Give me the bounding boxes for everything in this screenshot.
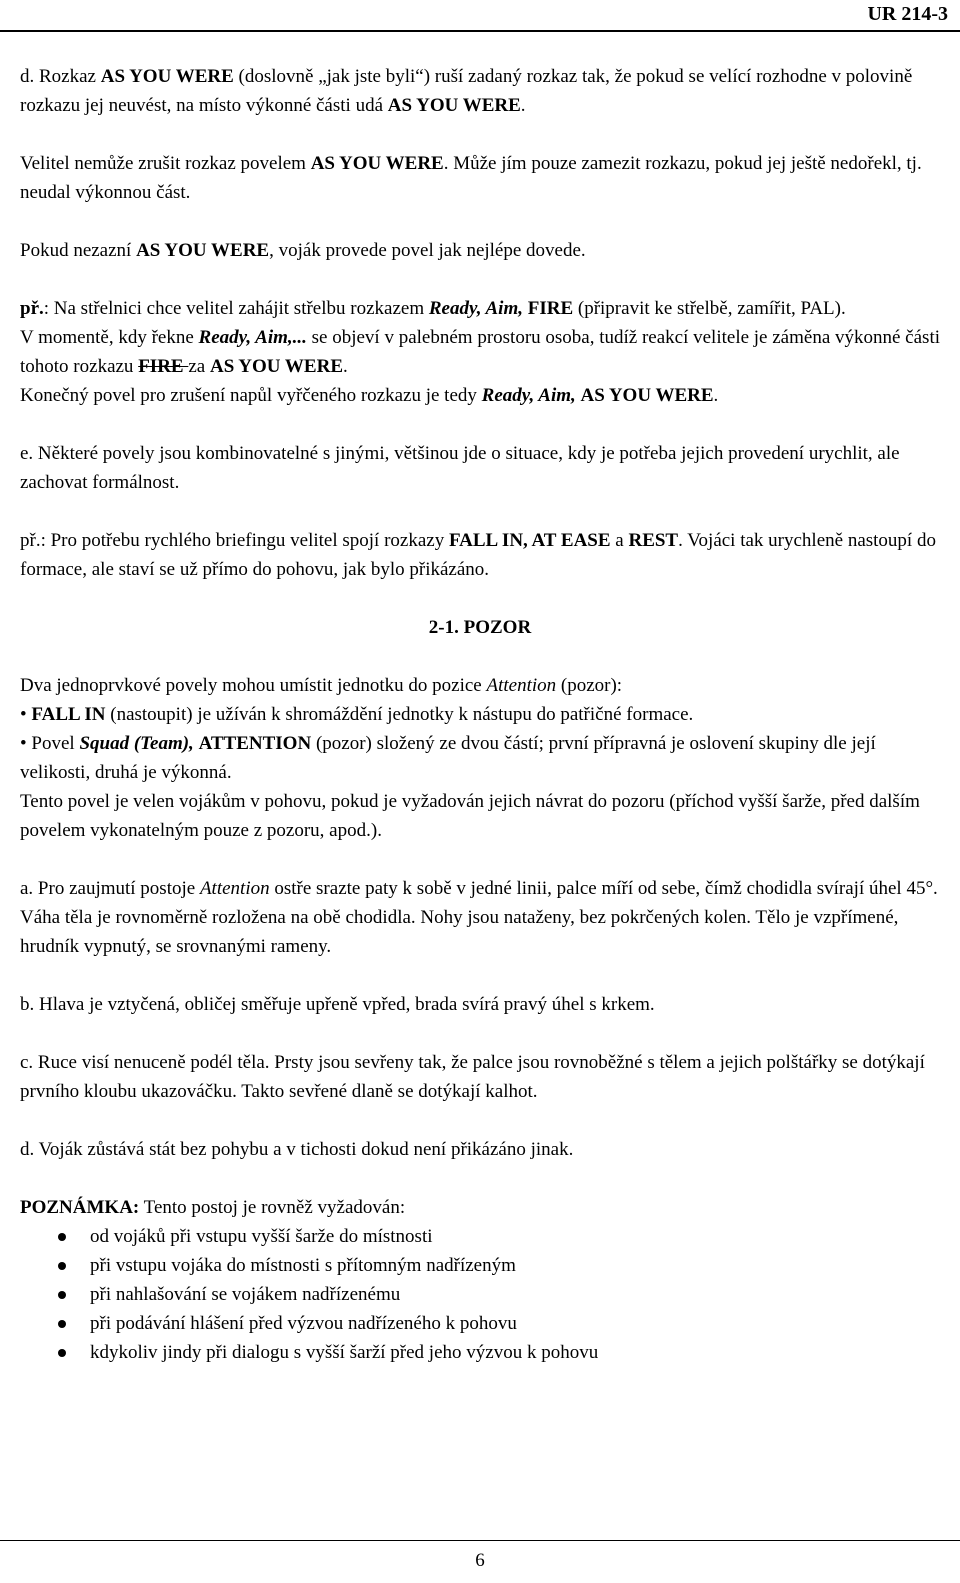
bullet-icon: [58, 1349, 66, 1357]
paragraph-d: d. Rozkaz AS YOU WERE (doslovně „jak jste byli“) ruší zadaný rozkaz tak, že pokud se velící rozhodne v polovině rozkazu jej neuvést, na místo výkonné části udá AS YOU WERE.: [20, 66, 913, 116]
bullet-icon: [58, 1233, 66, 1241]
paragraph-tento: Tento povel je velen vojákům v pohovu, pokud je vyžadován jejich návrat do pozoru (příchod vyšší šarže, před dalším povelem vykonatelným pouze z pozoru, apod.).: [20, 791, 920, 841]
paragraph-momente: V momentě, kdy řekne Ready, Aim,... se objeví v palebném prostoru osoba, tudíž reakcí velitele je záměna výkonné části tohoto rozkazu FIRE za AS YOU WERE.: [20, 327, 941, 377]
list-item: při vstupu vojáka do místnosti s přítomným nadřízeným: [20, 1251, 940, 1280]
section-heading: 2-1. POZOR: [428, 617, 532, 638]
paragraph-velitel: Velitel nemůže zrušit rozkaz povelem AS YOU WERE. Může jím pouze zamezit rozkazu, pokud jej ještě nedořekl, tj. neudal výkonnou část.: [20, 153, 922, 203]
paragraph-konecny: Konečný povel pro zrušení napůl vyřčeného rozkazu je tedy Ready, Aim, AS YOU WERE.: [20, 385, 719, 406]
paragraph-dva: Dva jednoprvkové povely mohou umístit jednotku do pozice Attention (pozor):: [20, 675, 623, 696]
page-content: [20, 62, 940, 1367]
list-item: při podávání hlášení před výzvou nadřízeného k pohovu: [20, 1309, 940, 1338]
paragraph-d2: d. Voják zůstává stát bez pohybu a v tichosti dokud není přikázáno jinak.: [20, 1139, 574, 1160]
requirement-list: [20, 1222, 940, 1367]
paragraph-example-2: př.: Pro potřebu rychlého briefingu velitel spojí rozkazy FALL IN, AT EASE a REST. Vojáci tak urychleně nastoupí do formace, ale staví se už přímo do pohovu, jak bylo přikázáno.: [20, 530, 936, 580]
paragraph-b: b. Hlava je vztyčená, obličej směřuje upřeně vpřed, brada svírá pravý úhel s krkem.: [20, 994, 655, 1015]
paragraph-c: c. Ruce visí nenuceně podél těla. Prsty jsou sevřeny tak, že palce jsou rovnoběžné s tělem a jejich polštářky se dotýkají prvního kloubu ukazováčku. Takto sevřené dlaně se dotýkají kalhot.: [20, 1052, 925, 1102]
paragraph-pokud: Pokud nezazní AS YOU WERE, voják provede povel jak nejlépe dovede.: [20, 240, 586, 261]
note-heading: POZNÁMKA: Tento postoj je rovněž vyžadován:: [20, 1197, 406, 1218]
document-code: UR 214-3: [867, 3, 948, 25]
bullet-icon: [58, 1291, 66, 1299]
list-item: kdykoliv jindy při dialogu s vyšší šarží před jeho výzvou k pohovu: [20, 1338, 940, 1367]
page-number: 6: [475, 1550, 485, 1571]
paragraph-example-1: př.: Na střelnici chce velitel zahájit střelbu rozkazem Ready, Aim, FIRE (připravit ke střelbě, zamířit, PAL).: [20, 298, 846, 319]
footer-divider: [0, 1540, 960, 1541]
paragraph-a: a. Pro zaujmutí postoje Attention ostře srazte paty k sobě v jedné linii, palce míří od sebe, čímž chodidla svírají úhel 45°. Váha těla je rovnoměrně rozložena na obě chodidla. Nohy jsou nataženy, bez pokrčených kolen. Tělo je vzpřímené, hrudník vypnutý, se srovnanými rameny.: [20, 878, 938, 957]
list-item: od vojáků při vstupu vyšší šarže do místnosti: [20, 1222, 940, 1251]
page-header: [0, 0, 960, 32]
bullet-fall-in: • FALL IN (nastoupit) je užíván k shromáždění jednotky k nástupu do patřičné formace.: [20, 704, 694, 725]
bullet-povel: • Povel Squad (Team), ATTENTION (pozor) složený ze dvou částí; první přípravná je oslovení skupiny dle její velikosti, druhá je výkonná.: [20, 733, 876, 783]
bullet-icon: [58, 1262, 66, 1270]
paragraph-e: e. Některé povely jsou kombinovatelné s jinými, většinou jde o situace, kdy je potřeba jejich provedení urychlit, ale zachovat formálnost.: [20, 443, 900, 493]
list-item: při nahlašování se vojákem nadřízenému: [20, 1280, 940, 1309]
bullet-icon: [58, 1320, 66, 1328]
